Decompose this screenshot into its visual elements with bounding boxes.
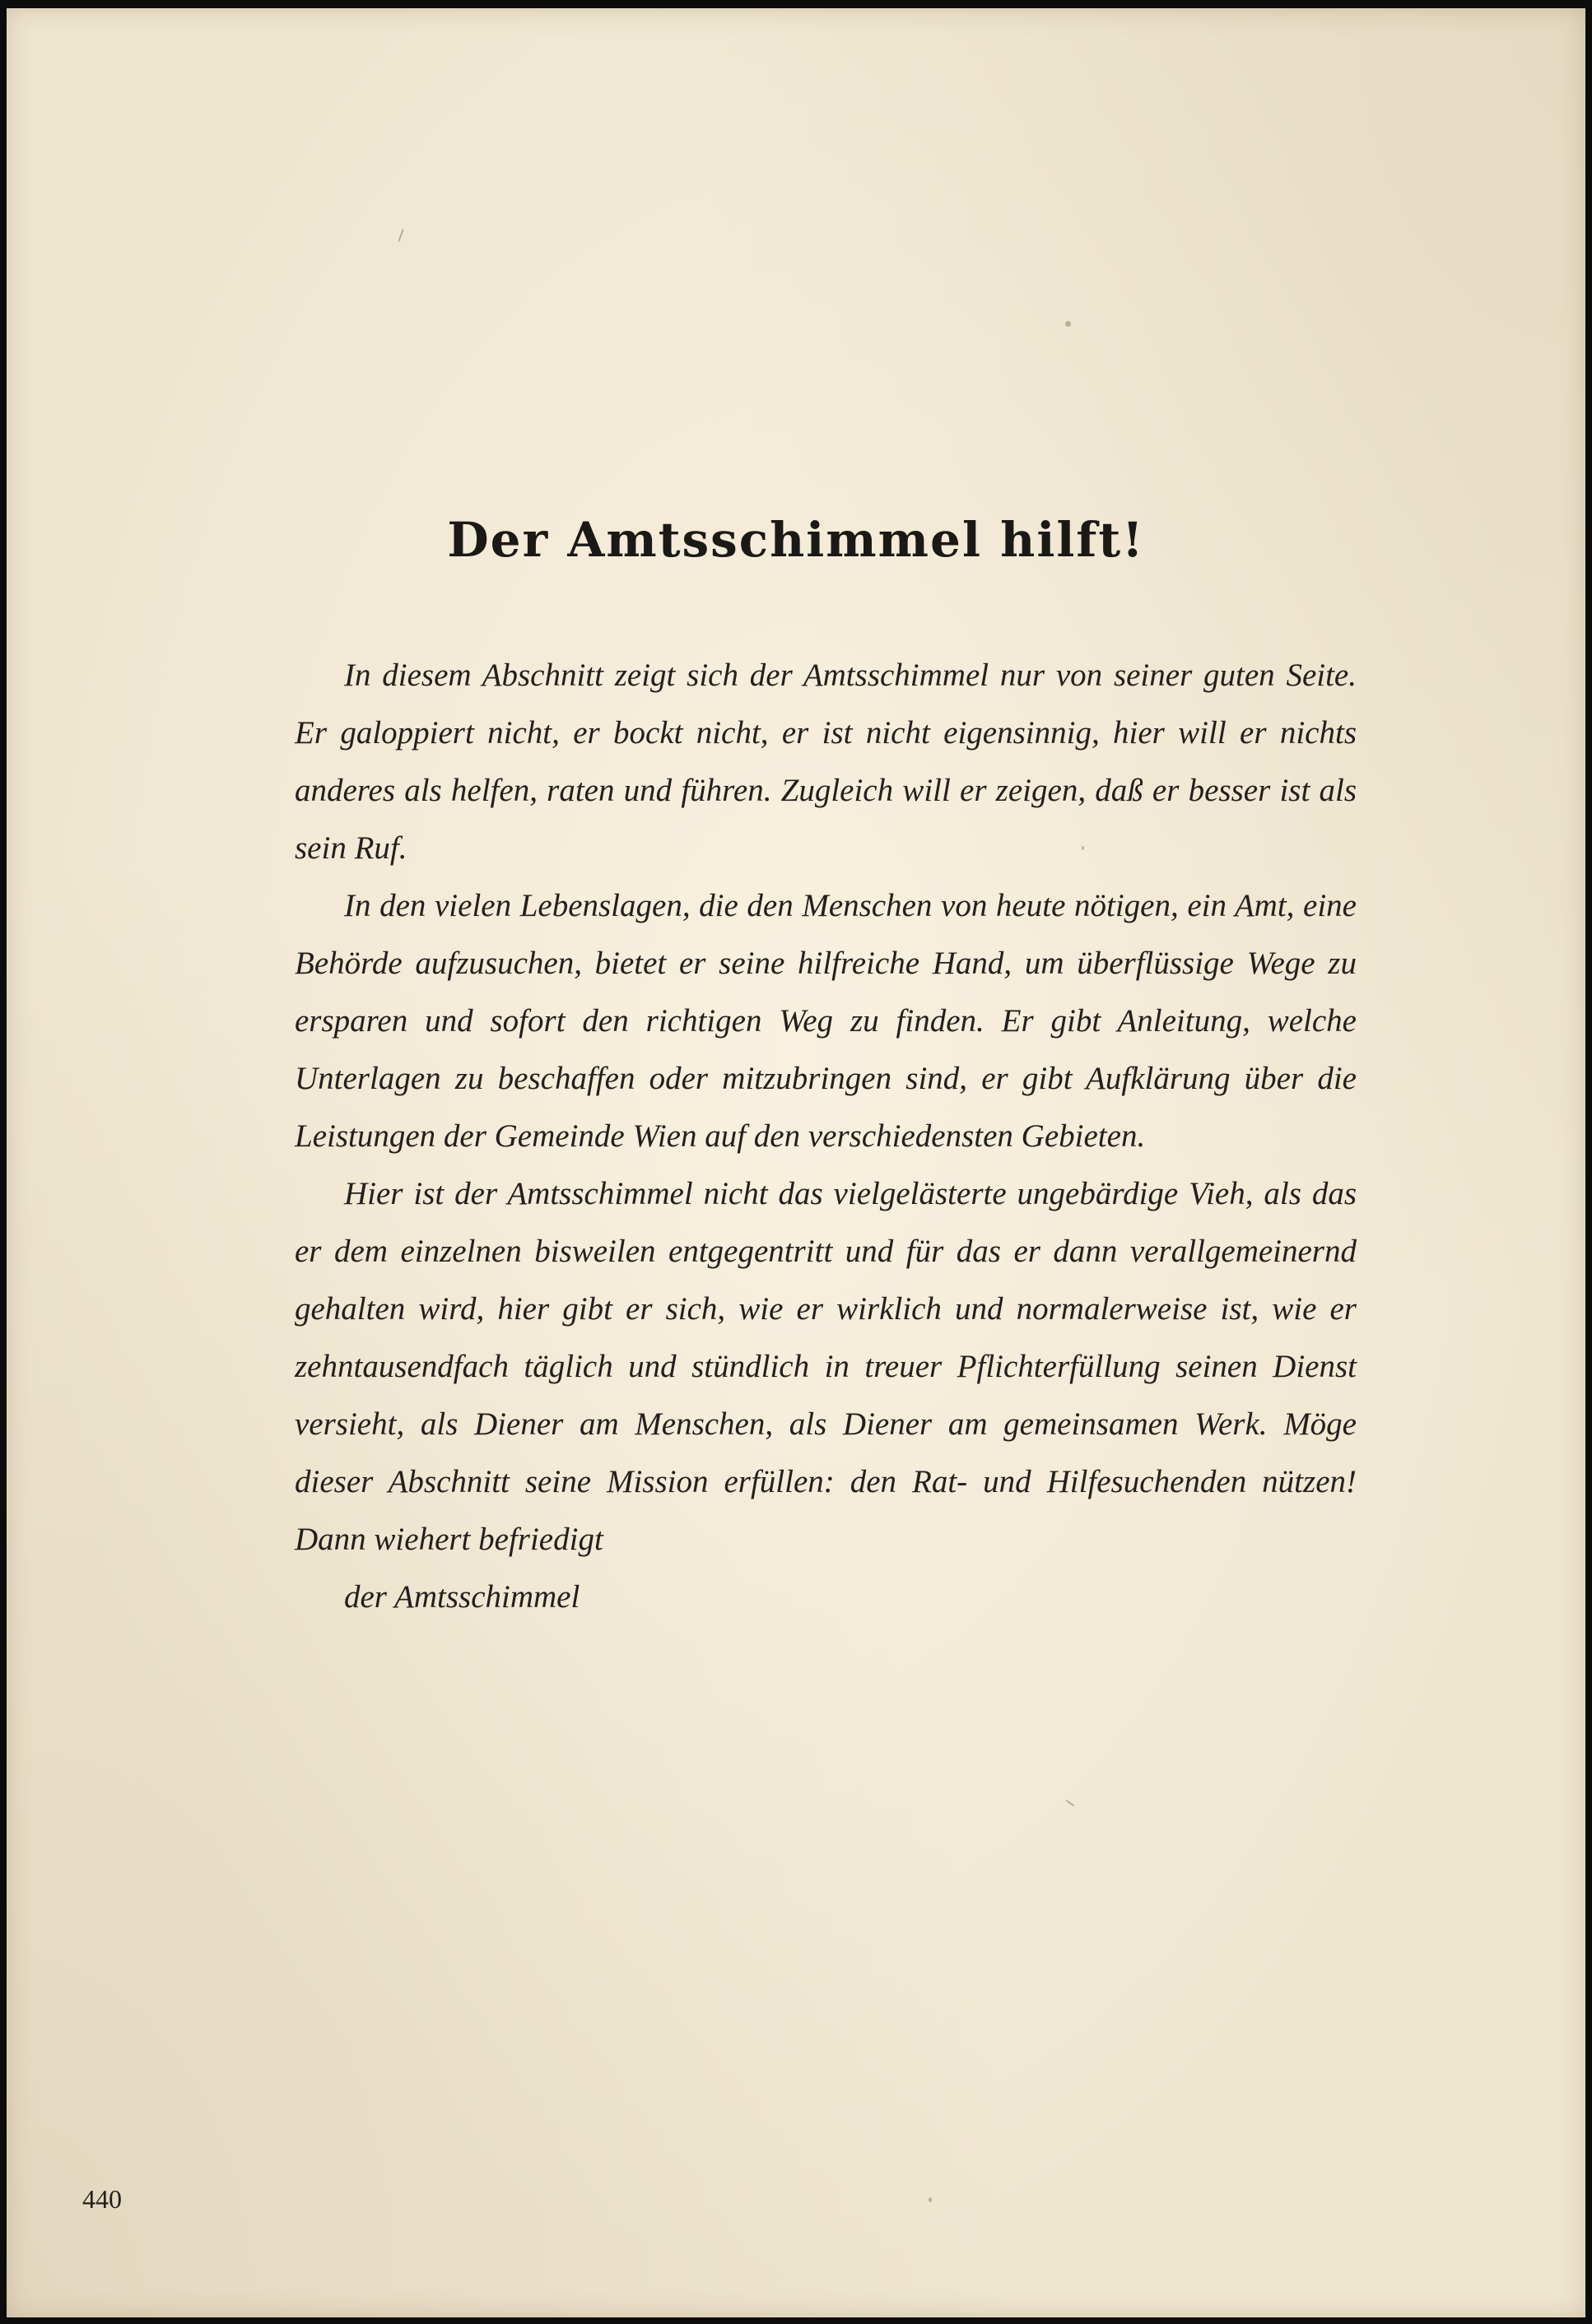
signature: der Amtsschimmel [344,1579,580,1615]
paper-speck [1065,321,1071,327]
paragraph: In den vielen Lebenslagen, die den Menschen von heute nötigen, ein Amt, eine Behörde aufzusuchen, bietet er seine hilfreiche Hand, um überflüssige Wege zu ersparen und sofort den richtigen Weg zu finden. Er gibt Anleitung, welche Unterlagen zu beschaffen oder mitzubringen sind, er gibt Aufklärung über die Leistungen der Gemeinde Wien auf den verschiedensten Gebieten. [295,888,1357,1154]
body-text [295,647,1357,1626]
document-page [7,8,1585,2317]
paper-speck [929,2197,932,2202]
page-number: 440 [82,2184,122,2214]
page-title: Der Amtsschimmel hilft! [447,512,1145,568]
paper-speck [1066,1800,1075,1807]
paper-speck [398,229,403,242]
paragraph: Hier ist der Amtsschimmel nicht das vielgelästerte ungebärdige Vieh, als das er dem einzelnen bisweilen entgegentritt und für das er dann verallgemeinernd gehalten wird, hier gibt er sich, wie er wirklich und normalerweise ist, wie er zehntausendfach täglich und stündlich in treuer Pflichterfüllung seinen Dienst versieht, als Diener am Menschen, als Diener am gemeinsamen Werk. Möge dieser Abschnitt seine Mission erfüllen: den Rat- und Hilfesuchenden nützen! Dann wiehert befriedigt [295,1176,1357,1557]
paragraph: In diesem Abschnitt zeigt sich der Amtsschimmel nur von seiner guten Seite. Er galoppiert nicht, er bockt nicht, er ist nicht eigensinnig, hier will er nichts anderes als helfen, raten und führen. Zugleich will er zeigen, daß er besser ist als sein Ruf. [295,658,1357,866]
